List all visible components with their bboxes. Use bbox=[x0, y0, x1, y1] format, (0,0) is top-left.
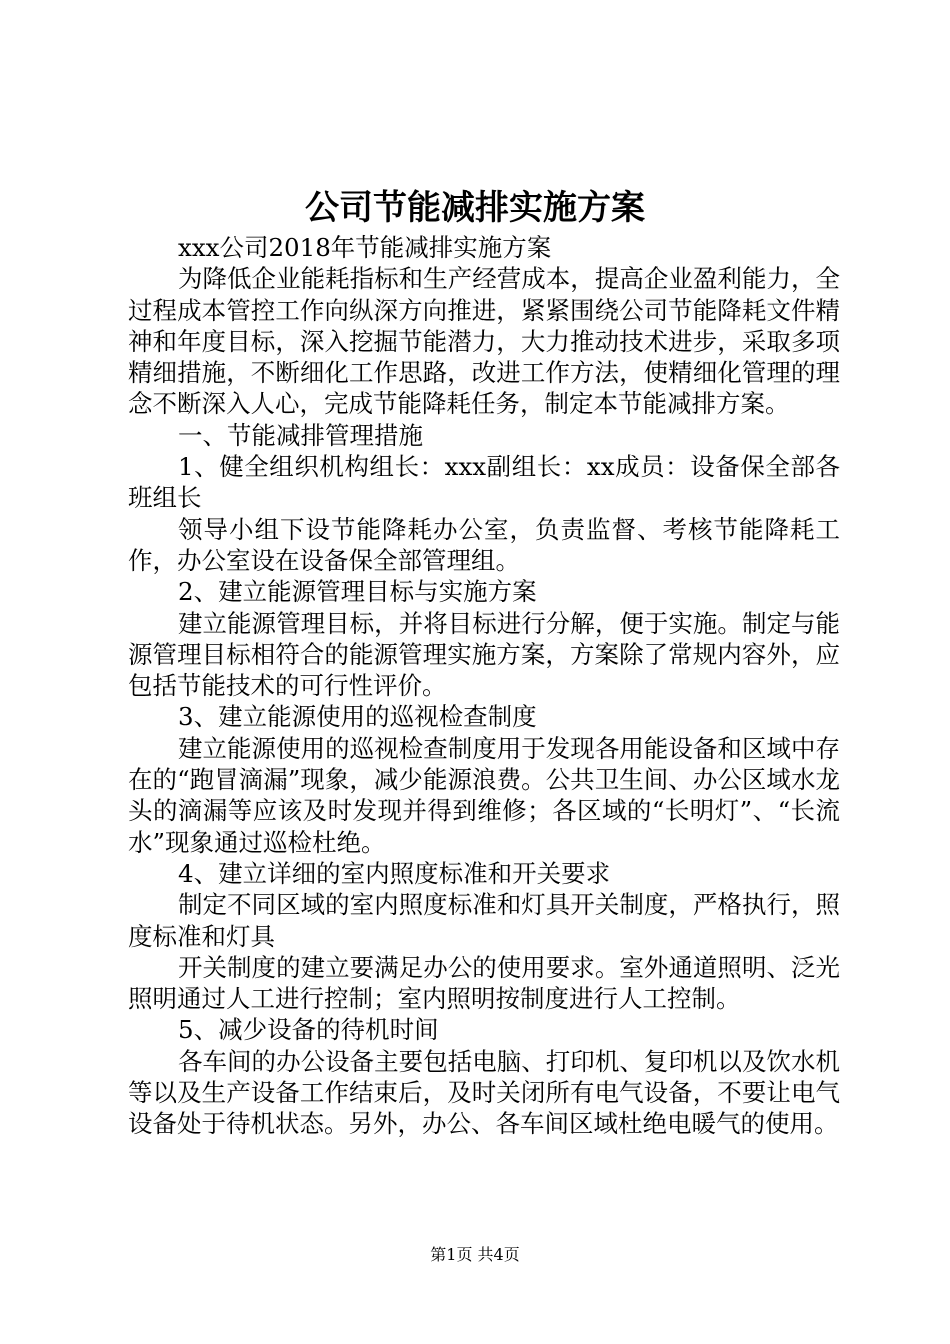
paragraph-3: 建立能源使用的巡视检查制度用于发现各用能设备和区域中存在的“跑冒滴漏”现象，减少能源浪费。公共卫生间、办公区域水龙头的滴漏等应该及时发现并得到维修；各区域的“长明灯”、“长流水”现象通过巡检杜绝。 bbox=[128, 733, 840, 857]
page-number: 第1页 共4页 bbox=[430, 1245, 520, 1264]
section-heading: 一、节能减排管理措施 bbox=[178, 420, 423, 450]
paragraph-1: 领导小组下设节能降耗办公室，负责监督、考核节能降耗工作，办公室设在设备保全部管理组。 bbox=[128, 514, 840, 575]
item-heading-3: 3、建立能源使用的巡视检查制度 bbox=[178, 702, 537, 732]
item-heading-4: 4、建立详细的室内照度标准和开关要求 bbox=[178, 858, 611, 888]
paragraph-5: 各车间的办公设备主要包括电脑、打印机、复印机以及饮水机等以及生产设备工作结束后，及时关闭所有电气设备，不要让电气设备处于待机状态。另外，办公、各车间区域杜绝电暖气的使用。 bbox=[128, 1046, 840, 1139]
item-heading-2: 2、建立能源管理目标与实施方案 bbox=[178, 577, 537, 607]
paragraph-4a: 制定不同区域的室内照度标准和灯具开关制度，严格执行，照度标准和灯具 bbox=[128, 890, 840, 951]
paragraph-4b: 开关制度的建立要满足办公的使用要求。室外通道照明、泛光照明通过人工进行控制；室内照明按制度进行人工控制。 bbox=[128, 952, 840, 1014]
paragraph-subtitle: xxx公司2018年节能减排实施方案 bbox=[178, 233, 552, 262]
document-body bbox=[128, 232, 840, 1140]
document-title: 公司节能减排实施方案 bbox=[305, 188, 645, 228]
paragraph-2: 建立能源管理目标，并将目标进行分解，便于实施。制定与能源管理目标相符合的能源管理实施方案，方案除了常规内容外，应包括节能技术的可行性评价。 bbox=[128, 608, 840, 701]
item-heading-1: 1、健全组织机构组长：xxx副组长：xx成员：设备保全部各班组长 bbox=[128, 452, 840, 513]
paragraph-intro: 为降低企业能耗指标和生产经营成本，提高企业盈利能力，全过程成本管控工作向纵深方向推进，紧紧围绕公司节能降耗文件精神和年度目标，深入挖掘节能潜力，大力推动技术进步，采取多项精细措施，不断细化工作思路，改进工作方法，使精细化管理的理念不断深入人心，完成节能降耗任务，制定本节能减排方案。 bbox=[128, 264, 840, 419]
item-heading-5: 5、减少设备的待机时间 bbox=[178, 1015, 439, 1045]
